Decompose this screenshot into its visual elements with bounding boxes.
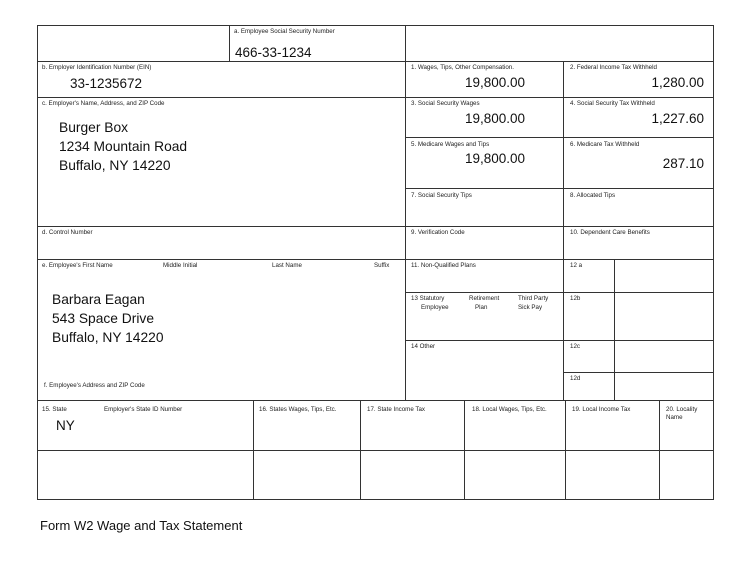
box-17-label: 17. State Income Tax bbox=[367, 406, 426, 413]
box-e-suffix-label: Suffix bbox=[374, 262, 390, 269]
box-12b-code bbox=[564, 293, 615, 341]
box-12b-amount bbox=[615, 293, 714, 341]
box-12a-label: 12 a bbox=[570, 262, 583, 269]
box-1-label: 1. Wages, Tips, Other Compensation. bbox=[411, 64, 514, 71]
box-13-third-party-label: Third Party bbox=[518, 295, 549, 302]
box-13-employee-label: Employee bbox=[421, 304, 449, 311]
employer-city-state-zip: Buffalo, NY 14220 bbox=[59, 158, 171, 173]
box-10-label: 10. Dependent Care Benefits bbox=[570, 229, 650, 236]
box-12a-code bbox=[564, 260, 615, 293]
box-17-state-tax bbox=[361, 401, 465, 451]
box-6-label: 6. Medicare Tax Withheld bbox=[570, 141, 640, 148]
box-3-ss-wages bbox=[406, 98, 564, 138]
box-9-label: 9. Verification Code bbox=[411, 229, 465, 236]
employee-city-state-zip: Buffalo, NY 14220 bbox=[52, 330, 164, 345]
box-e-last-name-label: Last Name bbox=[272, 262, 302, 269]
box-e-f-employee-info bbox=[38, 260, 406, 401]
box-19-local-tax bbox=[566, 401, 660, 451]
box-20-label-line2: Name bbox=[666, 414, 683, 421]
box-7-ss-tips bbox=[406, 189, 564, 227]
box-3-label: 3. Social Security Wages bbox=[411, 100, 480, 107]
box-8-label: 8. Allocated Tips bbox=[570, 192, 616, 199]
box-14-other bbox=[406, 341, 564, 401]
box-3-value: 19,800.00 bbox=[464, 111, 525, 126]
row2-state-tax-cell bbox=[361, 451, 465, 500]
box-5-value: 19,800.00 bbox=[464, 151, 525, 166]
top-left-blank-cell bbox=[38, 26, 230, 62]
box-13-sick-pay-label: Sick Pay bbox=[518, 304, 543, 311]
w2-form bbox=[37, 25, 714, 500]
form-caption: Form W2 Wage and Tax Statement bbox=[40, 518, 243, 533]
box-10-dependent-care bbox=[564, 227, 714, 260]
employee-name: Barbara Eagan bbox=[52, 292, 145, 307]
box-c-address-block bbox=[59, 118, 187, 175]
box-1-wages bbox=[406, 62, 564, 98]
box-15-state bbox=[38, 401, 254, 451]
box-f-label: f. Employee's Address and ZIP Code bbox=[44, 382, 145, 389]
employer-name: Burger Box bbox=[59, 120, 129, 135]
box-1-value: 19,800.00 bbox=[464, 75, 525, 90]
box-13-label: 13 Statutory bbox=[411, 295, 445, 302]
box-13-checkboxes bbox=[406, 293, 564, 341]
top-right-blank-cell bbox=[406, 26, 714, 62]
box-e-address-block bbox=[52, 290, 164, 347]
box-12c-code bbox=[564, 341, 615, 373]
box-20-locality bbox=[660, 401, 714, 451]
box-12b-label: 12b bbox=[570, 295, 581, 302]
row2-state-cell bbox=[38, 451, 254, 500]
row2-local-tax-cell bbox=[566, 451, 660, 500]
box-c-label: c. Employer's Name, Address, and ZIP Code bbox=[42, 100, 165, 107]
box-2-label: 2. Federal Income Tax Withheld bbox=[570, 64, 657, 71]
box-a-label: a. Employee Social Security Number bbox=[234, 28, 335, 35]
box-15-value: NY bbox=[56, 418, 75, 433]
box-b-value: 33-1235672 bbox=[70, 76, 143, 91]
box-b-label: b. Employer Identification Number (EIN) bbox=[42, 64, 152, 71]
box-5-medicare-wages bbox=[406, 138, 564, 189]
box-14-label: 14 Other bbox=[411, 343, 436, 350]
box-e-middle-label: Middle Initial bbox=[163, 262, 198, 269]
box-5-label: 5. Medicare Wages and Tips bbox=[411, 141, 490, 148]
box-12d-code bbox=[564, 373, 615, 401]
box-4-ss-tax bbox=[564, 98, 714, 138]
box-7-label: 7. Social Security Tips bbox=[411, 192, 472, 199]
box-4-value: 1,227.60 bbox=[651, 111, 704, 126]
box-18-local-wages bbox=[465, 401, 566, 451]
box-16-state-wages bbox=[254, 401, 361, 451]
box-12d-label: 12d bbox=[570, 375, 581, 382]
box-d-label: d. Control Number bbox=[42, 229, 93, 236]
box-4-label: 4. Social Security Tax Withheld bbox=[570, 100, 655, 107]
box-12c-amount bbox=[615, 341, 714, 373]
box-12a-amount bbox=[615, 260, 714, 293]
box-e-first-name-label: e. Employee's First Name bbox=[42, 262, 113, 269]
box-6-value: 287.10 bbox=[662, 156, 704, 171]
box-a-value: 466-33-1234 bbox=[235, 45, 312, 60]
box-15-label: 15. State bbox=[42, 406, 67, 413]
box-11-non-qualified bbox=[406, 260, 564, 293]
box-11-label: 11. Non-Qualified Plans bbox=[411, 262, 476, 269]
row2-local-wages-cell bbox=[465, 451, 566, 500]
box-2-value: 1,280.00 bbox=[651, 75, 704, 90]
box-c-employer-address bbox=[38, 98, 406, 227]
box-a-employee-ssn bbox=[230, 26, 406, 62]
box-8-allocated-tips bbox=[564, 189, 714, 227]
box-2-federal-tax bbox=[564, 62, 714, 98]
employee-street: 543 Space Drive bbox=[52, 311, 155, 326]
box-19-label: 19. Local Income Tax bbox=[572, 406, 631, 413]
box-20-label-line1: 20. Locality bbox=[666, 406, 698, 413]
box-12d-amount bbox=[615, 373, 714, 401]
box-16-label: 16. States Wages, Tips, Etc. bbox=[259, 406, 337, 413]
box-18-label: 18. Local Wages, Tips, Etc. bbox=[472, 406, 547, 413]
box-13-plan-label: Plan bbox=[475, 304, 488, 311]
row2-state-wages-cell bbox=[254, 451, 361, 500]
box-13-retirement-label: Retirement bbox=[469, 295, 500, 302]
box-9-verification bbox=[406, 227, 564, 260]
box-6-medicare-tax bbox=[564, 138, 714, 189]
box-15-id-label: Employer's State ID Number bbox=[104, 406, 183, 413]
box-b-ein bbox=[38, 62, 406, 98]
box-d-control-number bbox=[38, 227, 406, 260]
employer-street: 1234 Mountain Road bbox=[59, 139, 188, 154]
row2-locality-cell bbox=[660, 451, 714, 500]
box-12c-label: 12c bbox=[570, 343, 580, 350]
